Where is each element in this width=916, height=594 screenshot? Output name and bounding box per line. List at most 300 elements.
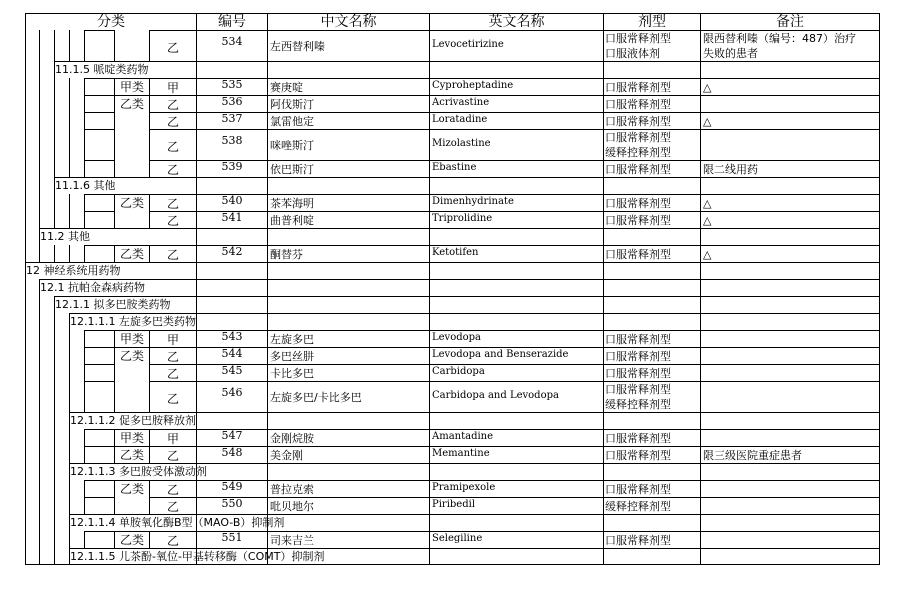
grade-cell: 乙 [149,364,196,381]
dosage-form-cell [603,112,700,129]
tree-cell [54,245,69,262]
english-name-cell: Ketotifen [429,245,603,262]
empty-cell [196,412,267,429]
empty-cell [429,463,603,480]
grade-cell: 乙 [149,194,196,211]
empty-cell [429,61,603,78]
tree-cell [69,112,84,129]
tree-cell [25,194,39,211]
tree-cell [69,381,84,412]
empty-cell [429,313,603,330]
tree-cell [39,129,54,160]
empty-cell [429,228,603,245]
class-cell: 乙类 [114,347,149,364]
remarks-cell [700,347,880,364]
dosage-form-line: 口服常释剂型 [605,214,671,227]
section-label: 12.1.1.5 儿茶酚-氧位-甲基转移酶（COMT）抑制剂 [70,550,325,563]
chinese-name-cell: 依巴斯汀 [267,160,429,177]
tree-cell [39,194,54,211]
drug-row [25,531,880,548]
remarks-cell [700,129,880,160]
indent-cell [25,177,39,194]
tree-cell [84,364,114,381]
tree-cell [25,531,39,548]
tree-cell [69,129,84,160]
grade-cell: 甲 [149,78,196,95]
indent-cell [25,463,39,480]
english-name-cell: Dimenhydrinate [429,194,603,211]
tree-cell [84,531,114,548]
tree-cell [25,347,39,364]
tree-cell [54,194,69,211]
code-cell: 548 [196,446,267,463]
drug-row [25,245,880,262]
dosage-form-line: 口服常释剂型 [605,367,671,380]
empty-cell [196,514,267,531]
empty-cell [603,228,700,245]
remarks-cell [700,112,880,129]
tree-cell [54,429,69,446]
empty-cell [700,313,880,330]
tree-cell [25,446,39,463]
chinese-name-cell: 吡贝地尔 [267,497,429,514]
empty-cell [196,313,267,330]
section-label: 11.1.5 哌啶类药物 [54,61,196,78]
grade-cell: 乙 [149,30,196,61]
class-cell [114,129,149,160]
tree-cell [25,364,39,381]
english-name-cell: Cyproheptadine [429,78,603,95]
dosage-form-cell [603,446,700,463]
indent-cell [39,296,54,313]
code-cell: 538 [196,129,267,160]
remarks-line: 限二线用药 [703,163,758,176]
dosage-form-cell [603,211,700,228]
tree-cell [84,95,114,112]
section-label: 11.1.6 其他 [54,177,196,194]
empty-cell [267,61,429,78]
chinese-name-cell: 阿伐斯汀 [267,95,429,112]
tree-cell [25,112,39,129]
tree-cell [84,30,114,61]
remarks-line: △ [703,197,712,210]
dosage-form-cell [603,347,700,364]
code-cell: 543 [196,330,267,347]
empty-cell [603,514,700,531]
empty-cell [267,177,429,194]
dosage-form-line: 缓释控释剂型 [605,146,671,159]
english-name-cell: Levodopa and Benserazide [429,347,603,364]
chinese-name-cell: 卡比多巴 [267,364,429,381]
drug-row [25,364,880,381]
english-name-cell: Ebastine [429,160,603,177]
dosage-form-cell [603,531,700,548]
drug-row [25,194,880,211]
remarks-cell [700,160,880,177]
dosage-form-line: 口服常释剂型 [605,534,671,547]
empty-cell [267,262,429,279]
empty-cell [700,548,880,565]
section-row [25,514,880,531]
drug-row [25,211,880,228]
empty-cell [700,262,880,279]
remarks-cell [700,78,880,95]
section-label: 12.1.1.1 左旋多巴类药物 [70,315,196,328]
header-code: 编号 [196,13,267,30]
code-cell: 546 [196,381,267,412]
chinese-name-cell: 氯雷他定 [267,112,429,129]
tree-cell [69,30,84,61]
indent-cell [54,313,69,330]
class-cell [114,211,149,228]
tree-cell [25,211,39,228]
code-cell: 542 [196,245,267,262]
drug-row [25,480,880,497]
indent-cell [54,463,69,480]
empty-cell [267,412,429,429]
section-label: 12.1 抗帕金森病药物 [39,279,196,296]
drug-row [25,95,880,112]
grade-cell: 乙 [149,160,196,177]
drug-row [25,429,880,446]
dosage-form-line: 口服常释剂型 [605,32,671,45]
dosage-form-line: 口服常释剂型 [605,333,671,346]
grade-cell: 乙 [149,480,196,497]
dosage-form-cell [603,245,700,262]
drug-list-table [25,13,880,565]
tree-cell [84,78,114,95]
empty-cell [700,61,880,78]
empty-cell [603,262,700,279]
section-row [25,296,880,313]
tree-cell [39,531,54,548]
empty-cell [429,296,603,313]
english-name-cell: Pramipexole [429,480,603,497]
empty-cell [700,514,880,531]
dosage-form-cell [603,480,700,497]
grade-cell: 乙 [149,245,196,262]
empty-cell [267,296,429,313]
section-label: 12.1.1.4 单胺氧化酶B型（MAO-B）抑制剂 [70,516,285,529]
english-name-cell: Carbidopa [429,364,603,381]
indent-cell [25,412,39,429]
tree-cell [25,497,39,514]
tree-cell [69,194,84,211]
tree-cell [69,364,84,381]
code-cell: 545 [196,364,267,381]
code-cell: 551 [196,531,267,548]
tree-cell [39,95,54,112]
dosage-form-cell [603,95,700,112]
dosage-form-line: 口服常释剂型 [605,248,671,261]
grade-cell: 甲 [149,330,196,347]
tree-cell [54,95,69,112]
chinese-name-cell: 赛庚啶 [267,78,429,95]
indent-cell [39,412,54,429]
tree-cell [25,30,39,61]
indent-cell [54,514,69,531]
code-cell: 537 [196,112,267,129]
tree-cell [69,78,84,95]
remarks-cell [700,429,880,446]
dosage-form-cell [603,330,700,347]
section-row [25,463,880,480]
tree-cell [84,211,114,228]
dosage-form-line: 口服常释剂型 [605,163,671,176]
drug-row [25,330,880,347]
chinese-name-cell: 茶苯海明 [267,194,429,211]
section-label: 12.1.1.2 促多巴胺释放剂 [70,414,196,427]
english-name-cell: Levocetirizine [429,30,603,61]
grade-cell: 乙 [149,129,196,160]
tree-cell [39,245,54,262]
grade-cell: 乙 [149,347,196,364]
header-dosage-form: 剂型 [603,13,700,30]
code-cell: 539 [196,160,267,177]
section-row [25,548,880,565]
section-row [25,228,880,245]
empty-cell [700,412,880,429]
english-name-cell: Selegiline [429,531,603,548]
chinese-name-cell: 普拉克索 [267,480,429,497]
dosage-form-line: 口服常释剂型 [605,131,671,144]
class-cell [114,381,149,412]
remarks-line: 失败的患者 [703,47,758,60]
chinese-name-cell: 曲普利啶 [267,211,429,228]
chinese-name-cell: 美金刚 [267,446,429,463]
indent-cell [25,279,39,296]
remarks-cell [700,30,880,61]
dosage-form-line: 口服常释剂型 [605,81,671,94]
dosage-form-line: 口服常释剂型 [605,197,671,210]
tree-cell [54,112,69,129]
tree-cell [69,160,84,177]
section-label: 12 神经系统用药物 [25,262,196,279]
empty-cell [196,177,267,194]
tree-cell [39,480,54,497]
section-row [25,177,880,194]
drug-row [25,78,880,95]
class-cell: 甲类 [114,429,149,446]
class-cell [114,112,149,129]
drug-row [25,446,880,463]
remarks-cell [700,95,880,112]
empty-cell [196,296,267,313]
indent-cell [25,61,39,78]
tree-cell [69,95,84,112]
grade-cell: 甲 [149,429,196,446]
tree-cell [54,78,69,95]
empty-cell [429,279,603,296]
drug-row [25,497,880,514]
tree-cell [84,381,114,412]
english-name-cell: Piribedil [429,497,603,514]
section-row [25,412,880,429]
grade-cell: 乙 [149,211,196,228]
empty-cell [196,279,267,296]
empty-cell [603,296,700,313]
tree-cell [84,330,114,347]
class-cell [114,30,149,61]
tree-cell [84,160,114,177]
english-name-cell: Acrivastine [429,95,603,112]
tree-cell [39,497,54,514]
tree-cell [25,381,39,412]
drug-row [25,160,880,177]
empty-cell [267,463,429,480]
tree-cell [39,364,54,381]
remarks-cell [700,364,880,381]
class-cell: 甲类 [114,330,149,347]
empty-cell [700,177,880,194]
empty-cell [196,61,267,78]
chinese-name-cell: 左旋多巴/卡比多巴 [267,381,429,412]
empty-cell [429,177,603,194]
code-cell: 547 [196,429,267,446]
tree-cell [39,211,54,228]
tree-cell [54,381,69,412]
tree-cell [39,160,54,177]
tree-cell [54,160,69,177]
grade-cell: 乙 [149,381,196,412]
dosage-form-line: 口服常释剂型 [605,383,671,396]
tree-cell [84,429,114,446]
tree-cell [54,330,69,347]
tree-cell [54,129,69,160]
empty-cell [603,463,700,480]
empty-cell [267,228,429,245]
tree-cell [54,364,69,381]
tree-cell [69,347,84,364]
dosage-form-line: 缓释控释剂型 [605,398,671,411]
empty-cell [196,262,267,279]
dosage-form-line: 口服液体剂 [605,47,660,60]
dosage-form-line: 口服常释剂型 [605,115,671,128]
drug-row [25,112,880,129]
remarks-cell [700,330,880,347]
tree-cell [54,446,69,463]
code-cell: 549 [196,480,267,497]
empty-cell [603,177,700,194]
empty-cell [196,463,267,480]
tree-cell [54,211,69,228]
code-cell: 540 [196,194,267,211]
tree-cell [69,446,84,463]
tree-cell [39,429,54,446]
indent-cell [39,514,54,531]
dosage-form-cell [603,78,700,95]
indent-cell [39,313,54,330]
tree-cell [84,245,114,262]
tree-cell [25,245,39,262]
code-cell: 544 [196,347,267,364]
header-category: 分类 [25,13,196,30]
tree-cell [54,497,69,514]
tree-cell [84,480,114,497]
dosage-form-line: 口服常释剂型 [605,350,671,363]
tree-cell [25,160,39,177]
tree-cell [84,347,114,364]
tree-cell [69,480,84,497]
tree-cell [25,129,39,160]
grade-cell: 乙 [149,95,196,112]
empty-cell [603,279,700,296]
empty-cell [267,514,429,531]
indent-cell [39,61,54,78]
empty-cell [603,412,700,429]
section-row [25,313,880,330]
class-cell: 乙类 [114,446,149,463]
remarks-line: △ [703,214,712,227]
tree-cell [25,429,39,446]
remarks-cell [700,245,880,262]
tree-cell [84,112,114,129]
tree-cell [69,531,84,548]
indent-cell [25,296,39,313]
dosage-form-line: 缓释控释剂型 [605,500,671,513]
empty-cell [196,548,267,565]
class-cell: 乙类 [114,480,149,497]
english-name-cell: Triprolidine [429,211,603,228]
empty-cell [429,412,603,429]
dosage-form-cell [603,129,700,160]
code-cell: 536 [196,95,267,112]
tree-cell [84,194,114,211]
tree-cell [69,497,84,514]
tree-cell [84,497,114,514]
tree-cell [54,531,69,548]
chinese-name-cell: 司来吉兰 [267,531,429,548]
remarks-line: 限三级医院重症患者 [703,449,802,462]
tree-cell [25,480,39,497]
tree-cell [84,446,114,463]
tree-cell [39,330,54,347]
drug-row [25,30,880,61]
empty-cell [429,548,603,565]
tree-cell [69,330,84,347]
section-row [25,262,880,279]
tree-cell [54,480,69,497]
english-name-cell: Levodopa [429,330,603,347]
indent-cell [54,412,69,429]
tree-cell [69,245,84,262]
dosage-form-cell [603,30,700,61]
remarks-line: △ [703,248,712,261]
class-cell: 乙类 [114,95,149,112]
remarks-cell [700,446,880,463]
class-cell: 乙类 [114,194,149,211]
tree-cell [39,446,54,463]
tree-cell [25,78,39,95]
tree-cell [39,112,54,129]
indent-cell [39,177,54,194]
indent-cell [25,548,39,565]
section-label: 12.1.1 拟多巴胺类药物 [54,296,196,313]
dosage-form-cell [603,160,700,177]
tree-cell [39,347,54,364]
remarks-cell [700,531,880,548]
header-english-name: 英文名称 [429,13,603,30]
tree-cell [54,30,69,61]
indent-cell [54,548,69,565]
tree-cell [39,381,54,412]
chinese-name-cell: 酮替芬 [267,245,429,262]
table-header-row [25,13,880,30]
class-cell [114,497,149,514]
empty-cell [429,514,603,531]
dosage-form-line: 口服常释剂型 [605,98,671,111]
tree-cell [25,95,39,112]
